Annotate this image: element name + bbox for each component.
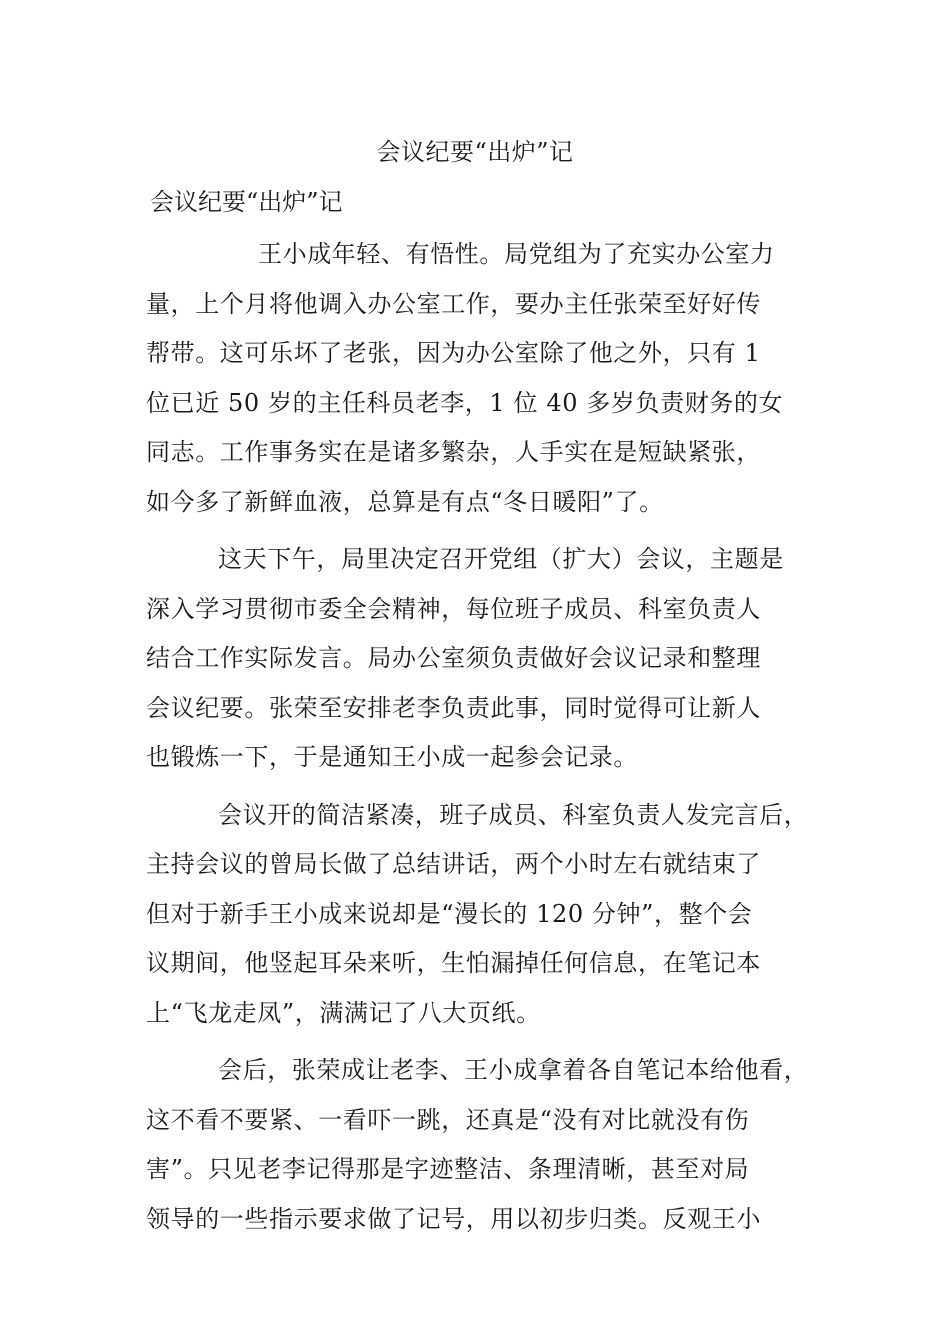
text-line: 议期间，他竖起耳朵来听，生怕漏掉任何信息，在笔记本 xyxy=(146,949,761,977)
text-line: 会议纪要。张荣至安排老李负责此事，同时觉得可让新人 xyxy=(146,693,761,722)
text-line: 会后，张荣成让老李、王小成拿着各自笔记本给他看， xyxy=(218,1056,809,1084)
text-line: 也锻炼一下，于是通知王小成一起参会记录。 xyxy=(146,743,638,771)
page-subtitle: 会议纪要“出炉”记 xyxy=(150,188,343,216)
text-line: 上“飞龙走凤”，满满记了八大页纸。 xyxy=(146,998,541,1027)
paragraph-3 xyxy=(146,791,826,1039)
text-line: 结合工作实际发言。局办公室须负责做好会议记录和整理 xyxy=(146,644,761,672)
text-line: 领导的一些指示要求做了记号，用以初步归类。反观王小 xyxy=(146,1204,761,1233)
text-line: 位已近 50 岁的主任科员老李，1 位 40 多岁负责财务的女 xyxy=(146,388,784,417)
text-line: 害”。只见老李记得那是字迹整洁、条理清晰，甚至对局 xyxy=(146,1155,750,1183)
paragraph-1 xyxy=(146,230,826,527)
article-body xyxy=(146,230,826,1244)
text-line: 王小成年轻、有悟性。局党组为了充实办公室力 xyxy=(258,240,775,268)
text-line: 如今多了新鲜血液，总算是有点“冬日暖阳”了。 xyxy=(146,487,664,516)
text-line: 量，上个月将他调入办公室工作，要办主任张荣至好好传 xyxy=(146,289,761,318)
text-line: 这不看不要紧、一看吓一跳，还真是“没有对比就没有伤 xyxy=(146,1105,750,1134)
text-line: 但对于新手王小成来说却是“漫长的 120 分钟”，整个会 xyxy=(146,899,753,928)
text-line: 会议开的简洁紧凑，班子成员、科室负责人发完言后， xyxy=(218,800,809,829)
paragraph-2 xyxy=(146,535,826,783)
paragraph-4 xyxy=(146,1046,826,1244)
text-line: 帮带。这可乐坏了老张，因为办公室除了他之外，只有 1 xyxy=(146,339,761,367)
text-line: 深入学习贯彻市委全会精神，每位班子成员、科室负责人 xyxy=(146,594,761,623)
page-title: 会议纪要“出炉”记 xyxy=(376,138,574,166)
text-line: 同志。工作事务实在是诸多繁杂，人手实在是短缺紧张， xyxy=(146,438,761,466)
text-line: 主持会议的曾局长做了总结讲话，两个小时左右就结束了 xyxy=(146,850,761,878)
text-line: 这天下午，局里决定召开党组（扩大）会议，主题是 xyxy=(218,545,784,573)
